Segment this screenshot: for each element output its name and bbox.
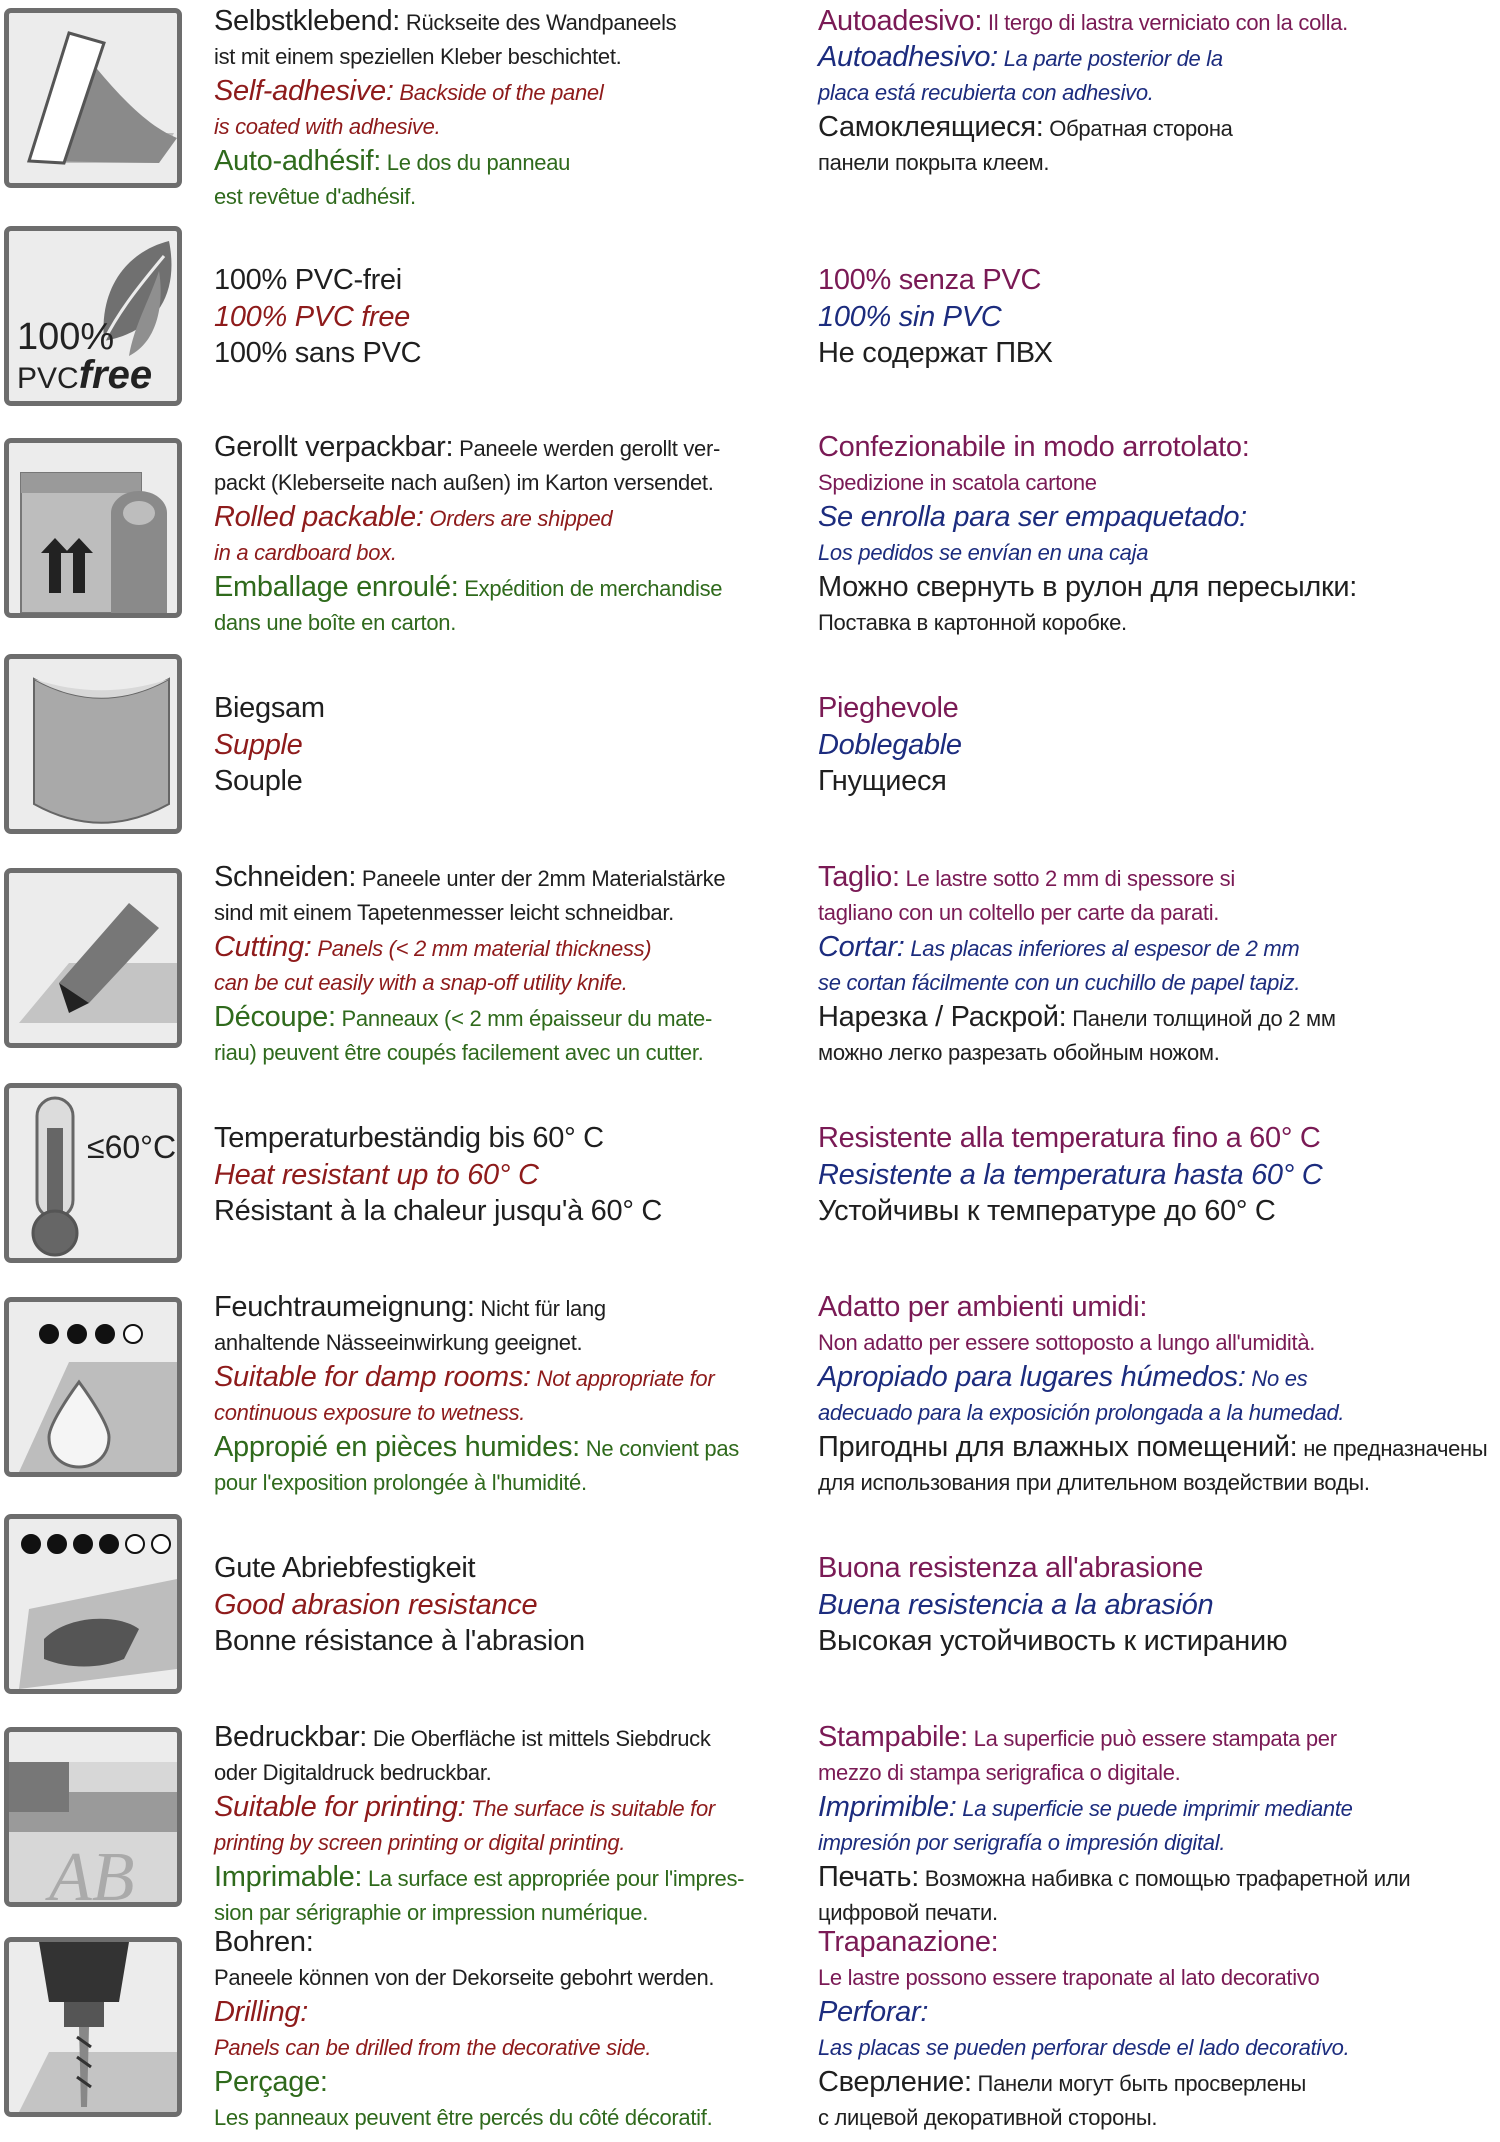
feature-text: dans une boîte en carton.: [214, 610, 457, 635]
feature-line-it: [818, 896, 1500, 930]
feature-text: anhaltende Nässeeinwirkung geeignet.: [214, 1330, 583, 1355]
feature-text: Paneele werden gerollt ver-: [453, 436, 721, 461]
feature-text-right: [818, 1925, 1500, 2135]
feature-heading: Feuchtraumeignung:: [214, 1291, 475, 1323]
feature-heading: Confezionabile in modo arrotolato:: [818, 431, 1250, 463]
feature-text: Las placas se pueden perforar desde el lado decorativo.: [818, 2035, 1350, 2060]
feature-text: Expédition de merchandise: [458, 576, 723, 601]
feature-line-ru: [818, 606, 1500, 640]
feature-text: Resistente alla temperatura fino a 60° C: [818, 1122, 1321, 1154]
feature-heading: Auto-adhésif:: [214, 145, 381, 177]
rolled-box-icon: [9, 443, 177, 613]
feature-text: Высокая устойчивость к истиранию: [818, 1625, 1288, 1657]
feature-line-de: [214, 466, 804, 500]
feature-line-es: [818, 930, 1500, 966]
feature-text: Обратная сторона: [1043, 116, 1233, 141]
feature-text: can be cut easily with a snap-off utility knife.: [214, 970, 628, 995]
feature-line-it: [818, 430, 1500, 466]
feature-text: Panneaux (< 2 mm épaisseur du mate-: [335, 1006, 712, 1031]
feature-line-ru: [818, 570, 1500, 606]
feature-line-ru: [818, 2065, 1500, 2101]
feature-line-it: [818, 1756, 1500, 1790]
feature-heading: Cutting:: [214, 931, 312, 963]
feature-text: с лицевой декоративной стороны.: [818, 2105, 1158, 2130]
feature-heading: Cortar:: [818, 931, 905, 963]
feature-heading: Bohren:: [214, 1926, 314, 1958]
feature-text: riau) peuvent être coupés facilement avec un cutter.: [214, 1040, 704, 1065]
feature-text: impresión por serigrafía o impresión digital.: [818, 1830, 1226, 1855]
feature-line-en: [214, 1396, 804, 1430]
svg-text:≤60°C: ≤60°C: [87, 1129, 177, 1165]
feature-line-it: [818, 1290, 1500, 1326]
feature-line-ru: [818, 1430, 1500, 1466]
feature-heading: Rolled packable:: [214, 501, 424, 533]
feature-text-left: [214, 262, 804, 372]
feature-text: Paneele können von der Dekorseite gebohrt werden.: [214, 1965, 715, 1990]
feature-text: Resistente a la temperatura hasta 60° C: [818, 1158, 1323, 1191]
feature-line-es: [818, 1995, 1500, 2031]
feature-line-es: [818, 1826, 1500, 1860]
utility-knife-icon: [9, 873, 177, 1043]
feature-text: Buena resistencia a la abrasión: [818, 1588, 1214, 1621]
feature-text: 100% sin PVC: [818, 300, 1002, 333]
feature-text-left: [214, 860, 804, 1070]
feature-line-es: [818, 1790, 1500, 1826]
feature-text: цифровой печати.: [818, 1900, 998, 1925]
feature-line-it: [818, 4, 1500, 40]
feature-line-en: [214, 74, 804, 110]
feature-line-en: [214, 110, 804, 144]
feature-text: No es: [1245, 1366, 1308, 1391]
feature-line-fr: [214, 1000, 804, 1036]
feature-text: Biegsam: [214, 692, 325, 724]
feature-heading: Самоклеящиеся:: [818, 111, 1044, 143]
feature-heading: Perçage:: [214, 2066, 328, 2098]
feature-text: Гнущиеся: [818, 765, 947, 797]
feature-text: The surface is suitable for: [465, 1796, 715, 1821]
feature-line-de: [214, 1961, 804, 1995]
feature-line-es: [818, 536, 1500, 570]
feature-text-right: [818, 1720, 1500, 1930]
feature-line-fr: [214, 2065, 804, 2101]
feature-icon-box: [4, 868, 182, 1048]
feature-line-es: [818, 40, 1500, 76]
feature-text: Los pedidos se envían en una caja: [818, 540, 1149, 565]
feature-text: можно легко разрезать обойным ножом.: [818, 1040, 1220, 1065]
feature-icon-box: [4, 654, 182, 834]
pvc-free-badge: 100% PVCfree: [17, 316, 153, 397]
feature-line-de: [214, 860, 804, 896]
feature-line-ru: [818, 146, 1500, 180]
feature-line-es: [818, 2031, 1500, 2065]
feature-heading: Imprimable:: [214, 1861, 363, 1893]
feature-text: Rückseite des Wandpaneels: [400, 10, 677, 35]
feature-text-right: [818, 860, 1500, 1070]
feature-line-fr: [214, 570, 804, 606]
feature-line-ru: [818, 1623, 1500, 1660]
feature-line-fr: [214, 1466, 804, 1500]
feature-line-de: [214, 1756, 804, 1790]
feature-text: Nicht für lang: [474, 1296, 606, 1321]
feature-text: Поставка в картонной коробке.: [818, 610, 1127, 635]
feature-heading: Taglio:: [818, 861, 900, 893]
feature-line-de: [214, 1550, 804, 1587]
thermometer-icon: [9, 1088, 177, 1258]
feature-line-es: [818, 727, 1500, 764]
feature-text: Панели толщиной до 2 мм: [1066, 1006, 1336, 1031]
bent-panel-icon: [9, 659, 177, 829]
feature-text: Il tergo di lastra verniciato con la colla.: [982, 10, 1348, 35]
feature-text-right: [818, 1290, 1500, 1500]
feature-text: est revêtue d'adhésif.: [214, 184, 416, 209]
feature-heading: Сверление:: [818, 2066, 972, 2098]
feature-line-de: [214, 4, 804, 40]
feature-icon-box: [4, 1083, 182, 1263]
feature-heading: Trapanazione:: [818, 1926, 999, 1958]
feature-heading: Découpe:: [214, 1001, 336, 1033]
feature-heading: Suitable for damp rooms:: [214, 1361, 531, 1393]
feature-heading: Stampabile:: [818, 1721, 968, 1753]
feature-text-right: [818, 262, 1500, 372]
water-drop-icon: [9, 1302, 177, 1472]
feature-text: 100% sans PVC: [214, 337, 422, 369]
feature-text: Die Oberfläche ist mittels Siebdruck: [367, 1726, 711, 1751]
feature-line-fr: [214, 1430, 804, 1466]
feature-heading: Autoadesivo:: [818, 5, 983, 37]
feature-line-it: [818, 860, 1500, 896]
feature-line-en: [214, 1360, 804, 1396]
feature-text: не предназначены: [1297, 1436, 1488, 1461]
feature-line-de: [214, 1290, 804, 1326]
feature-heading: Apropiado para lugares húmedos:: [818, 1361, 1246, 1393]
feature-line-es: [818, 966, 1500, 1000]
feature-text: pour l'exposition prolongée à l'humidité.: [214, 1470, 587, 1495]
feature-line-fr: [214, 1623, 804, 1660]
feature-text-right: [818, 1550, 1500, 1660]
feature-line-it: [818, 1961, 1500, 1995]
feature-text: Возможна набивка с помощью трафаретной или: [918, 1866, 1411, 1891]
feature-text-left: [214, 1120, 804, 1230]
feature-line-ru: [818, 1193, 1500, 1230]
feature-line-de: [214, 40, 804, 74]
feature-text-left: [214, 4, 804, 214]
feature-line-fr: [214, 1860, 804, 1896]
feature-heading: Autoadhesivo:: [818, 41, 998, 73]
feature-text: mezzo di stampa serigrafica o digitale.: [818, 1760, 1181, 1785]
feature-icon-box: [4, 1514, 182, 1694]
feature-text-right: [818, 430, 1500, 640]
feature-text-right: [818, 690, 1500, 800]
feature-line-fr: [214, 180, 804, 214]
feature-heading: Можно свернуть в рулон для пересылки:: [818, 571, 1358, 603]
feature-line-en: [214, 299, 804, 336]
feature-line-fr: [214, 2101, 804, 2135]
feature-text: Gute Abriebfestigkeit: [214, 1552, 476, 1584]
feature-text-left: [214, 1720, 804, 1930]
feature-line-ru: [818, 1466, 1500, 1500]
feature-line-it: [818, 466, 1500, 500]
feature-text: La superficie se puede imprimir mediante: [956, 1796, 1353, 1821]
feature-heading: Imprimible:: [818, 1791, 957, 1823]
feature-line-es: [818, 1396, 1500, 1430]
feature-text: La superficie può essere stampata per: [967, 1726, 1337, 1751]
feature-text: printing by screen printing or digital printing.: [214, 1830, 626, 1855]
feature-text: для использования при длительном воздействии воды.: [818, 1470, 1370, 1495]
feature-line-fr: [214, 1193, 804, 1230]
feature-line-fr: [214, 606, 804, 640]
feature-heading: Perforar:: [818, 1996, 929, 2028]
feature-line-en: [214, 536, 804, 570]
feature-text: placa está recubierta con adhesivo.: [818, 80, 1154, 105]
feature-text: Le lastre sotto 2 mm di spessore si: [899, 866, 1235, 891]
feature-text: Les panneaux peuvent être percés du côté décoratif.: [214, 2105, 713, 2130]
feature-icon-box: [4, 438, 182, 618]
feature-text: se cortan fácilmente con un cuchillo de papel tapiz.: [818, 970, 1301, 995]
feature-line-it: [818, 1326, 1500, 1360]
feature-text-left: [214, 1550, 804, 1660]
feature-text: oder Digitaldruck bedruckbar.: [214, 1760, 492, 1785]
feature-text: Paneele unter der 2mm Materialstärke: [356, 866, 726, 891]
feature-line-en: [214, 500, 804, 536]
feature-heading: Se enrolla para ser empaquetado:: [818, 501, 1247, 533]
feature-text-left: [214, 1290, 804, 1500]
feature-heading: Bedruckbar:: [214, 1721, 368, 1753]
feature-text: ist mit einem speziellen Kleber beschichtet.: [214, 44, 622, 69]
feature-text: La parte posterior de la: [997, 46, 1223, 71]
feature-line-fr: [214, 763, 804, 800]
feature-text: Устойчивы к температуре до 60° C: [818, 1195, 1276, 1227]
feature-line-it: [818, 1925, 1500, 1961]
feature-line-es: [818, 299, 1500, 336]
feature-text: in a cardboard box.: [214, 540, 397, 565]
feature-heading: Нарезка / Раскрой:: [818, 1001, 1067, 1033]
feature-text: Non adatto per essere sottoposto a lungo all'umidità.: [818, 1330, 1316, 1355]
feature-text: 100% senza PVC: [818, 264, 1042, 296]
feature-line-it: [818, 1720, 1500, 1756]
feature-line-en: [214, 1995, 804, 2031]
feature-text: Panels can be drilled from the decorative side.: [214, 2035, 652, 2060]
feature-heading: Schneiden:: [214, 861, 357, 893]
feature-line-en: [214, 930, 804, 966]
feature-line-ru: [818, 1860, 1500, 1896]
feature-text: is coated with adhesive.: [214, 114, 441, 139]
feature-line-ru: [818, 2101, 1500, 2135]
feature-line-en: [214, 1587, 804, 1624]
print-roller-icon: [9, 1732, 177, 1902]
feature-line-es: [818, 76, 1500, 110]
feature-text: La surface est appropriée pour l'impres-: [362, 1866, 745, 1891]
feature-text: tagliano con un coltello per carte da parati.: [818, 900, 1220, 925]
feature-text: Good abrasion resistance: [214, 1588, 538, 1621]
feature-line-es: [818, 1587, 1500, 1624]
feature-text: Supple: [214, 728, 303, 761]
feature-line-it: [818, 1120, 1500, 1157]
feature-line-de: [214, 1720, 804, 1756]
feature-heading: Selbstklebend:: [214, 5, 401, 37]
feature-text: Не содержат ПВХ: [818, 337, 1053, 369]
feature-heading: Emballage enroulé:: [214, 571, 459, 603]
feature-heading: Печать:: [818, 1861, 919, 1893]
feature-text: Buona resistenza all'abrasione: [818, 1552, 1204, 1584]
feature-line-fr: [214, 144, 804, 180]
feature-text: Las placas inferiores al espesor de 2 mm: [904, 936, 1300, 961]
feature-heading: Drilling:: [214, 1996, 308, 2028]
feature-text-left: [214, 690, 804, 800]
feature-text: Panels (< 2 mm material thickness): [311, 936, 652, 961]
feature-line-en: [214, 966, 804, 1000]
feature-heading: Gerollt verpackbar:: [214, 431, 454, 463]
feature-heading: Adatto per ambienti umidi:: [818, 1291, 1148, 1323]
feature-text: Backside of the panel: [393, 80, 604, 105]
feature-text: packt (Kleberseite nach außen) im Karton versendet.: [214, 470, 714, 495]
feature-line-it: [818, 690, 1500, 727]
feature-line-es: [818, 500, 1500, 536]
feature-line-es: [818, 1360, 1500, 1396]
feature-line-en: [214, 2031, 804, 2065]
feature-line-fr: [214, 1036, 804, 1070]
feature-text: Spedizione in scatola cartone: [818, 470, 1097, 495]
feature-line-ru: [818, 335, 1500, 372]
feature-line-ru: [818, 1036, 1500, 1070]
feature-text-right: [818, 1120, 1500, 1230]
feature-line-ru: [818, 1000, 1500, 1036]
feature-line-fr: [214, 335, 804, 372]
feature-text-left: [214, 430, 804, 640]
feature-icon-box: [4, 8, 182, 188]
feature-heading: Suitable for printing:: [214, 1791, 466, 1823]
feature-text-left: [214, 1925, 804, 2135]
feature-line-de: [214, 1120, 804, 1157]
feature-text: sind mit einem Tapetenmesser leicht schneidbar.: [214, 900, 674, 925]
feature-text: Not appropriate for: [530, 1366, 715, 1391]
feature-text: Le lastre possono essere traponate al lato decorativo: [818, 1965, 1320, 1990]
feature-line-de: [214, 896, 804, 930]
feature-line-ru: [818, 110, 1500, 146]
feature-line-en: [214, 727, 804, 764]
feature-heading: Appropié en pièces humides:: [214, 1431, 580, 1463]
feature-line-en: [214, 1157, 804, 1194]
feature-line-de: [214, 262, 804, 299]
feature-line-es: [818, 1157, 1500, 1194]
feature-line-de: [214, 1925, 804, 1961]
feature-text: Orders are shipped: [423, 506, 613, 531]
drill-icon: [9, 1942, 177, 2112]
abrasion-cloth-icon: [9, 1519, 177, 1689]
feature-text: continuous exposure to wetness.: [214, 1400, 526, 1425]
feature-heading: Пригодны для влажных помещений:: [818, 1431, 1298, 1463]
feature-line-de: [214, 690, 804, 727]
feature-text: adecuado para la exposición prolongada a la humedad.: [818, 1400, 1345, 1425]
feature-text: 100% PVC-frei: [214, 264, 402, 296]
feature-line-en: [214, 1790, 804, 1826]
feature-text: Bonne résistance à l'abrasion: [214, 1625, 585, 1657]
feature-text: sion par sérigraphie or impression numérique.: [214, 1900, 649, 1925]
svg-text:AB: AB: [49, 1839, 135, 1902]
feature-text: 100% PVC free: [214, 300, 410, 333]
feature-line-en: [214, 1826, 804, 1860]
feature-line-ru: [818, 763, 1500, 800]
feature-line-de: [214, 430, 804, 466]
feature-line-de: [214, 1326, 804, 1360]
feature-text: Doblegable: [818, 728, 962, 761]
feature-icon-box: [4, 1937, 182, 2117]
feature-text: Pieghevole: [818, 692, 959, 724]
feature-text: Панели могут быть просверлены: [971, 2071, 1307, 2096]
feature-text: Heat resistant up to 60° C: [214, 1158, 539, 1191]
feature-text-right: [818, 4, 1500, 180]
feature-line-it: [818, 262, 1500, 299]
peeling-panel-icon: [9, 13, 177, 183]
feature-text: панели покрыта клеем.: [818, 150, 1050, 175]
feature-text: Temperaturbeständig bis 60° C: [214, 1122, 604, 1154]
feature-text: Le dos du panneau: [381, 150, 571, 175]
feature-icon-box: [4, 1727, 182, 1907]
feature-text: Ne convient pas: [579, 1436, 739, 1461]
feature-icon-box: [4, 226, 182, 406]
feature-text: Souple: [214, 765, 303, 797]
feature-text: Résistant à la chaleur jusqu'à 60° C: [214, 1195, 663, 1227]
feature-heading: Self-adhesive:: [214, 75, 394, 107]
feature-line-it: [818, 1550, 1500, 1587]
feature-icon-box: [4, 1297, 182, 1477]
